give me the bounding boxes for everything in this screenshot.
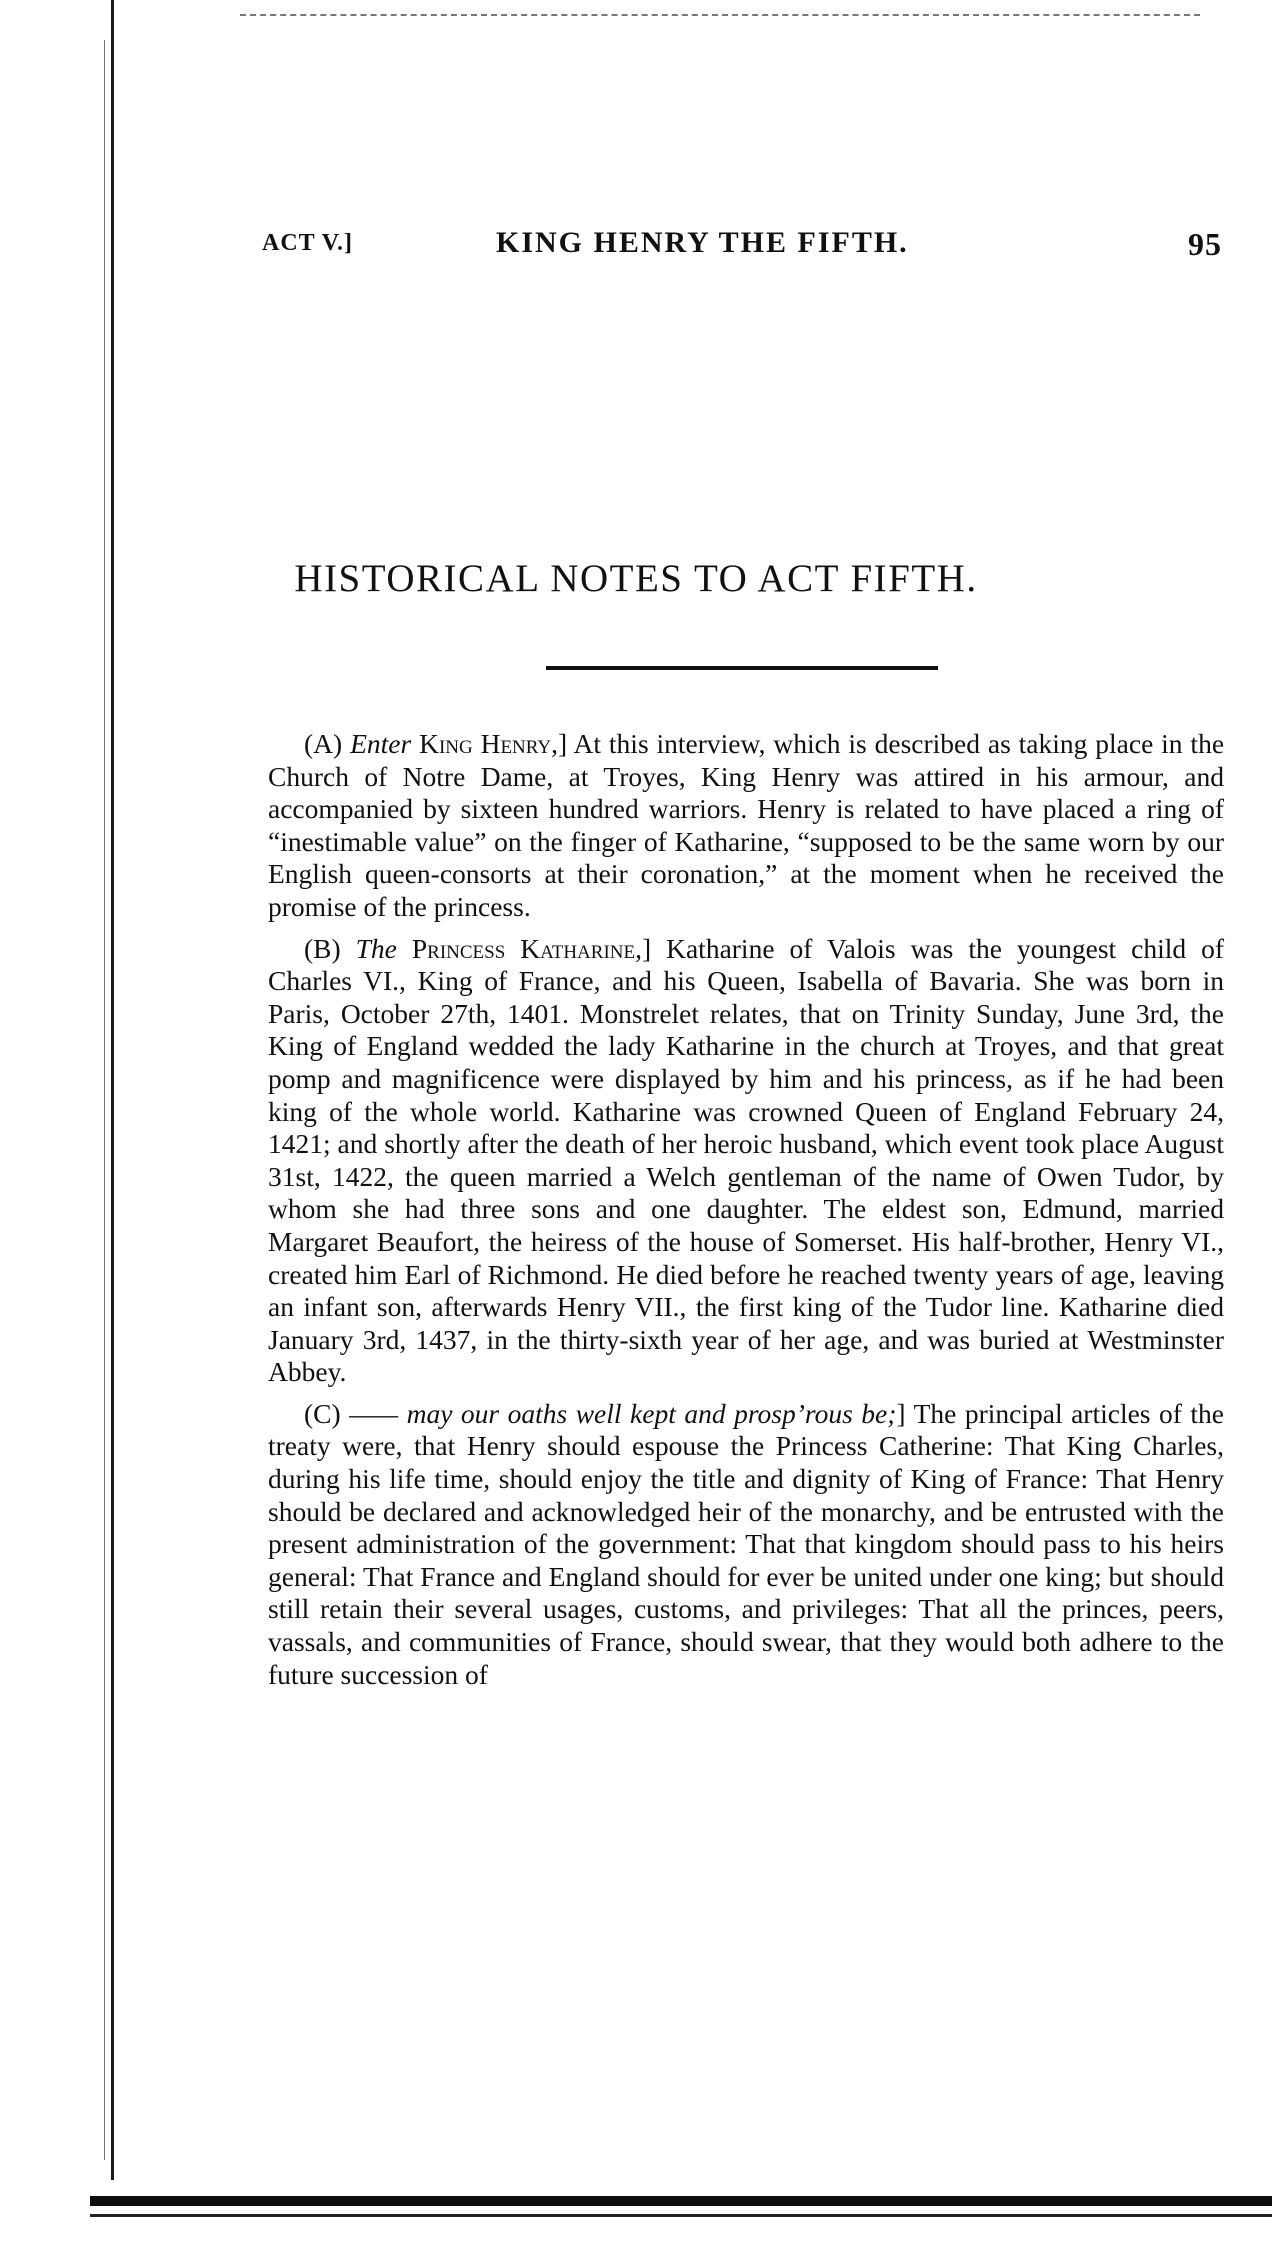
note-a — [268, 728, 1224, 924]
note-text: At this interview, which is described as taking place in the Church of Notre Dame, at Troyes, King Henry was attired in his armour, and accompanied by sixteen hundred warriors. Henry is related to have placed a ring of “inestimable value” on the finger of Katharine, “supposed to be the same worn by our English queen-consorts at their coronation,” at the moment when he received the promise of the princess. — [268, 728, 1225, 922]
heading-rule — [546, 666, 938, 670]
note-text: The principal articles of the treaty were, that Henry should espouse the Princess Catherine: That King Charles, during his life time, should enjoy the title and dignity of King of France: That Henry should be declared and acknowledged heir of the monarchy, and be entrusted with the present administration of the government: That that kingdom should pass to his heirs general: That France and England should for ever be united under one king; but should still retain their several usages, customs, and privileges: That all the princes, peers, vassals, and communities of France, should swear, that they would both adhere to the future succession of — [268, 1397, 1225, 1690]
note-b — [268, 933, 1224, 1389]
binding-edge-shadow — [104, 40, 105, 2160]
bottom-edge-rule — [90, 2214, 1272, 2217]
section-heading: HISTORICAL NOTES TO ACT FIFTH. — [294, 557, 978, 600]
binding-edge — [111, 0, 114, 2180]
note-lemma-rest: Princess Katharine,] — [411, 932, 652, 964]
bottom-edge-band — [90, 2196, 1272, 2206]
notes-body — [268, 728, 1224, 1700]
note-lemma-italic: —— may our oaths well kept and prosp’rous be; — [349, 1397, 897, 1429]
running-head-title: KING HENRY THE FIFTH. — [496, 226, 909, 259]
note-lemma — [350, 728, 567, 759]
note-lemma-italic: Enter — [350, 728, 412, 759]
running-head-act: ACT V.] — [262, 230, 354, 256]
note-lemma — [356, 933, 652, 964]
running-head — [262, 226, 1222, 266]
note-key: (C) — [304, 1397, 341, 1429]
note-c — [268, 1398, 1224, 1691]
page-number: 95 — [1188, 226, 1222, 262]
note-key: (B) — [304, 932, 341, 964]
note-key: (A) — [304, 728, 343, 759]
note-lemma-rest: ] — [896, 1397, 906, 1429]
note-lemma — [349, 1398, 905, 1429]
note-text: Katharine of Valois was the youngest child of Charles VI., King of France, and his Queen, Isabella of Bavaria. She was born in Paris, October 27th, 1401. Monstrelet relates, that on Trinity Sunday, June 3rd, the King of England wedded the lady Katharine in the church at Troyes, and that great pomp and magnificence were displayed by him and his princess, as if he had been king of the whole world. Katharine was crowned Queen of England February 24, 1421; and shortly after the death of her heroic husband, which event took place August 31st, 1422, the queen married a Welch gentleman of the name of Owen Tudor, by whom she had three sons and one daughter. The eldest son, Edmund, married Margaret Beaufort, the heiress of the house of Somerset. His half-brother, Henry VI., created him Earl of Richmond. He died before he reached twenty years of age, leaving an infant son, afterwards Henry VII., the first king of the Tudor line. Katharine died January 3rd, 1437, in the thirty-sixth year of her age, and was buried at Westminster Abbey. — [268, 932, 1225, 1388]
top-edge-marks — [240, 14, 1200, 16]
note-lemma-rest: King Henry,] — [419, 728, 568, 759]
note-lemma-italic: The — [355, 932, 397, 964]
